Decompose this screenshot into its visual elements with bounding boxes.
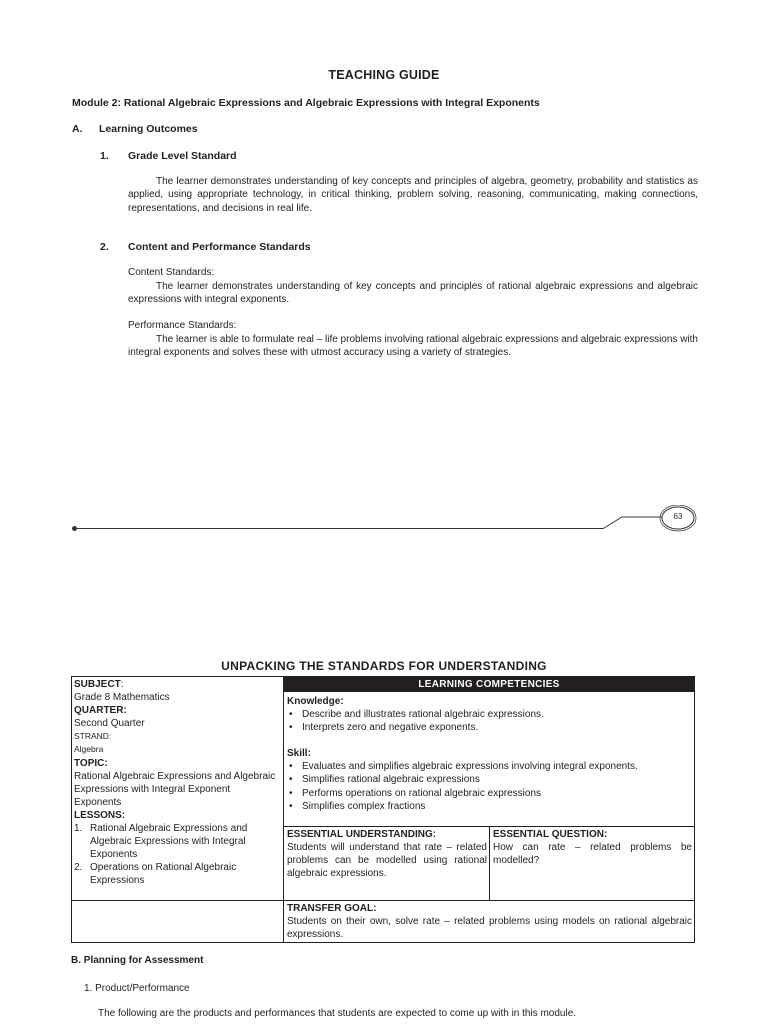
transfer-top-rule xyxy=(283,900,694,901)
list-item: • Simplifies rational algebraic expressions xyxy=(287,773,692,786)
topic-value: Rational Algebraic Expressions and Algebraic Expressions with Integral Exponent xyxy=(74,770,276,795)
unpacking-table xyxy=(71,676,695,943)
grade-level-standard-text: The learner demonstrates understanding of key concepts and principles of algebra, geometry, probability and statistics as applied, using appropriate technology, in critical thinking, problem solving, reasoning, communicating, making connections, representations, and decisions in real life. xyxy=(128,176,698,214)
list-item: • Evaluates and simplifies algebraic expressions involving integral exponents. xyxy=(287,760,692,773)
performance-standards-text: The learner is able to formulate real – life problems involving rational algebraic expressions and algebraic expressions with integral exponents and solves these with utmost accuracy using a variety of strategies. xyxy=(128,334,698,359)
list-item: 1. Rational Algebraic Expressions and Algebraic Expressions with Integral Exponents xyxy=(74,823,248,861)
item2-title: Content and Performance Standards xyxy=(128,241,311,253)
item1-heading xyxy=(100,150,237,162)
list-item: • Describe and illustrates rational algebraic expressions. xyxy=(287,708,692,721)
quarter-label: QUARTER: xyxy=(74,705,127,717)
products-intro-text: The following are the products and performances that students are expected to come up with in this module. xyxy=(98,1008,577,1019)
essential-question-text: How can rate – related problems be modelled? xyxy=(493,842,692,867)
skill-label: Skill: xyxy=(287,748,311,760)
strand-value: Algebra xyxy=(74,744,104,755)
subject-label-line: SUBJECT: xyxy=(74,679,124,690)
unpacking-title: UNPACKING THE STANDARDS FOR UNDERSTANDING xyxy=(221,659,547,673)
eu-eq-divider xyxy=(489,826,490,901)
topic-value-2: Exponents xyxy=(74,796,122,808)
item1-title: Grade Level Standard xyxy=(128,150,237,162)
essential-question-cell xyxy=(493,828,692,867)
section-a-heading xyxy=(72,123,198,135)
page-number-badge xyxy=(600,505,700,545)
competencies-cell xyxy=(287,695,692,813)
transfer-goal-cell xyxy=(287,902,692,941)
list-item: • Interprets zero and negative exponents. xyxy=(287,721,692,734)
item2-heading xyxy=(100,241,311,253)
section-a-title: Learning Outcomes xyxy=(99,123,198,135)
transfer-goal-label: TRANSFER GOAL: xyxy=(287,903,377,914)
page-rule-line xyxy=(74,528,604,529)
module-heading: Module 2: Rational Algebraic Expressions and Algebraic Expressions with Integral Exponents xyxy=(72,97,540,109)
lessons-list xyxy=(74,822,282,887)
section-b-heading: B. Planning for Assessment xyxy=(71,955,204,966)
essential-question-label: ESSENTIAL QUESTION: xyxy=(493,829,608,840)
strand-label: STRAND: xyxy=(74,731,112,742)
column-divider xyxy=(283,677,284,942)
item1-number: 1. xyxy=(100,150,109,162)
product-performance-heading: 1. Product/Performance xyxy=(84,983,190,994)
list-item: • Simplifies complex fractions xyxy=(287,800,692,813)
essential-understanding-label: ESSENTIAL UNDERSTANDING: xyxy=(287,829,437,840)
topic-label: TOPIC: xyxy=(74,757,108,769)
lessons-label: LESSONS: xyxy=(74,809,126,821)
transfer-goal-text: Students on their own, solve rate – related problems using models on rational algebraic expressions. xyxy=(287,916,692,941)
content-standards-text: The learner demonstrates understanding of key concepts and principles of rational algebraic expressions and algebraic expressions with integral exponents. xyxy=(128,281,698,306)
subject-info-cell xyxy=(74,678,282,888)
content-standards-label: Content Standards: xyxy=(128,267,215,278)
skills-list xyxy=(287,760,692,812)
item2-number: 2. xyxy=(100,241,109,253)
page-number: 63 xyxy=(673,512,683,521)
subject-value: Grade 8 Mathematics xyxy=(74,692,170,704)
page-title: TEACHING GUIDE xyxy=(328,68,440,82)
list-item: 2. Operations on Rational Algebraic Expressions xyxy=(74,862,237,887)
list-item: • Performs operations on rational algebraic expressions xyxy=(287,787,692,800)
left-bottom-rule xyxy=(72,900,283,901)
learning-competencies-header: LEARNING COMPETENCIES xyxy=(284,677,694,692)
quarter-value: Second Quarter xyxy=(74,718,145,730)
essential-understanding-text: Students will understand that rate – related problems can be modelled using rational algebraic expressions. xyxy=(287,842,487,880)
section-a-label: A. xyxy=(72,123,83,135)
performance-standards-label: Performance Standards: xyxy=(128,320,237,331)
knowledge-label: Knowledge: xyxy=(287,696,344,707)
essential-understanding-cell xyxy=(287,828,487,880)
knowledge-list xyxy=(287,708,692,734)
